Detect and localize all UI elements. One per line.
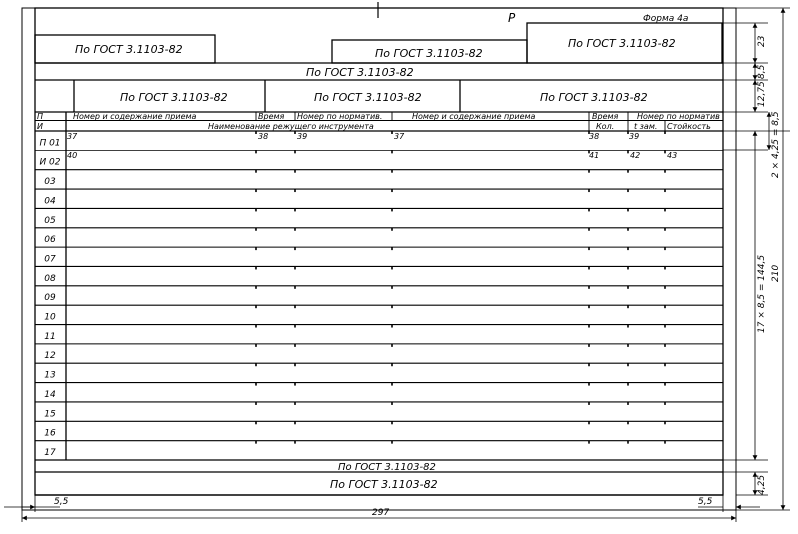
col-qty: Кол.: [596, 122, 615, 131]
field-41: 41: [589, 151, 600, 160]
field-37: 37: [67, 132, 78, 141]
gost-ref-cell-2: По ГОСТ 3.1103-82: [314, 91, 422, 104]
field-37b: 37: [394, 132, 405, 141]
dim-4-25: 4,25: [757, 474, 767, 495]
row-label: 13: [44, 370, 56, 381]
row-label: 14: [44, 389, 56, 400]
row-label: 11: [44, 331, 56, 342]
row-label: 16: [44, 428, 56, 439]
dim-17x85: 17 × 8,5 = 144,5: [757, 254, 767, 333]
row-label: И 02: [39, 157, 61, 168]
field-39: 39: [297, 132, 308, 141]
dim-297: 297: [372, 508, 390, 518]
row-label: 05: [44, 215, 56, 226]
mark-r: Р: [508, 11, 516, 25]
dim-12-75: 12,75: [757, 81, 767, 107]
col-time-2: Время: [592, 112, 619, 121]
dim-210: 210: [771, 264, 781, 282]
col-step-text: Номер и содержание приема: [73, 112, 197, 121]
row-label: 17: [44, 448, 56, 458]
field-42: 42: [630, 151, 641, 160]
field-40: 40: [67, 151, 78, 160]
field-43: 43: [667, 151, 678, 160]
gost-ref-cell-1: По ГОСТ 3.1103-82: [120, 91, 228, 104]
row-label: 04: [44, 196, 56, 207]
col-norm-number-2: Номер по норматив: [637, 112, 720, 121]
row-label: 03: [44, 177, 56, 188]
gost-ref-1: По ГОСТ 3.1103-82: [75, 43, 183, 56]
table-rows: [35, 131, 723, 458]
col-durability: Стойкость: [667, 122, 711, 131]
row-label: 08: [44, 273, 56, 284]
col-norm-number: Номер по норматив.: [297, 112, 383, 121]
dim-5-5-right: 5,5: [698, 497, 713, 507]
dim-8-5: 8,5: [757, 64, 767, 79]
row-label: 06: [44, 235, 56, 246]
outer-frame: [22, 8, 736, 510]
gost-ref-bottom-2: По ГОСТ 3.1103-82: [330, 478, 438, 491]
col-tool-name: Наименование режущего инструмента: [208, 122, 374, 131]
dim-23: 23: [757, 35, 767, 47]
gost-ref-band: По ГОСТ 3.1103-82: [306, 66, 414, 79]
dim-2x425: 2 × 4,25 = 8,5: [771, 111, 781, 178]
col-p: П: [37, 112, 44, 121]
row-label: 09: [44, 293, 56, 304]
gost-ref-3: По ГОСТ 3.1103-82: [568, 37, 676, 50]
inner-frame: [35, 8, 723, 495]
col-step-text-2: Номер и содержание приема: [412, 112, 536, 121]
dim-5-5-left: 5,5: [54, 497, 69, 507]
col-time: Время: [258, 112, 285, 121]
gost-ref-cell-3: По ГОСТ 3.1103-82: [540, 91, 648, 104]
field-38: 38: [258, 132, 269, 141]
col-i: И: [37, 122, 43, 131]
field-39b: 39: [629, 132, 640, 141]
gost-ref-2: По ГОСТ 3.1103-82: [375, 47, 483, 60]
row-label: П 01: [39, 138, 61, 149]
gost-ref-bottom-1: По ГОСТ 3.1103-82: [338, 462, 436, 473]
row-label: 12: [44, 351, 56, 362]
row-label: 07: [44, 254, 56, 265]
col-t-zam: t зам.: [634, 122, 658, 131]
row-label: 10: [44, 312, 56, 323]
row-label: 15: [44, 409, 56, 420]
form-label: Форма 4а: [643, 14, 689, 24]
field-38b: 38: [589, 132, 600, 141]
